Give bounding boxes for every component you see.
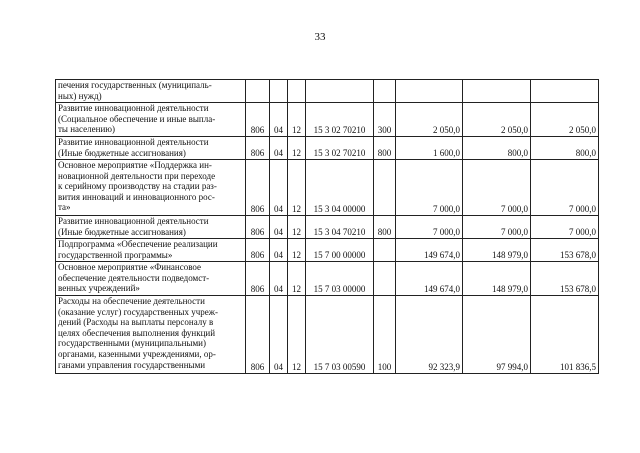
- amount-year1-cell: 2 050,0: [396, 103, 463, 137]
- subsection-cell: [288, 80, 306, 103]
- grbs-cell: 806: [246, 160, 270, 216]
- target-article-cell: 15 3 04 00000: [306, 160, 374, 216]
- row-name: Развитие инновационной деятельности (Иные бюджетные ассигнования): [56, 216, 246, 239]
- amount-year2-cell: 7 000,0: [463, 160, 531, 216]
- expense-type-cell: 800: [374, 137, 396, 160]
- page-number: 33: [314, 31, 326, 43]
- budget-table: [55, 79, 599, 374]
- grbs-cell: [246, 80, 270, 103]
- amount-year3-cell: 153 678,0: [531, 262, 599, 296]
- row-name: Основное мероприятие «Поддержка ин- новационной деятельности при переходе к серийному производству на стадии раз- вития инноваций и инновационного рос- та»: [56, 160, 246, 216]
- subsection-cell: 12: [288, 296, 306, 374]
- expense-type-cell: [374, 80, 396, 103]
- target-article-cell: 15 7 00 00000: [306, 239, 374, 262]
- amount-year2-cell: 2 050,0: [463, 103, 531, 137]
- amount-year1-cell: 1 600,0: [396, 137, 463, 160]
- target-article-cell: 15 7 03 00000: [306, 262, 374, 296]
- section-cell: 04: [270, 296, 288, 374]
- amount-year2-cell: 97 994,0: [463, 296, 531, 374]
- subsection-cell: 12: [288, 262, 306, 296]
- table-row: [56, 216, 599, 239]
- amount-year1-cell: 149 674,0: [396, 262, 463, 296]
- amount-year2-cell: [463, 80, 531, 103]
- section-cell: 04: [270, 160, 288, 216]
- expense-type-cell: [374, 262, 396, 296]
- amount-year2-cell: 7 000,0: [463, 216, 531, 239]
- amount-year1-cell: [396, 80, 463, 103]
- grbs-cell: 806: [246, 239, 270, 262]
- section-cell: [270, 80, 288, 103]
- amount-year3-cell: 7 000,0: [531, 160, 599, 216]
- grbs-cell: 806: [246, 137, 270, 160]
- table-row: [56, 296, 599, 374]
- table-row: [56, 262, 599, 296]
- grbs-cell: 806: [246, 262, 270, 296]
- section-cell: 04: [270, 137, 288, 160]
- row-name: печения государственных (муниципаль- ных) нужд): [56, 80, 246, 103]
- row-name: Развитие инновационной деятельности (Иные бюджетные ассигнования): [56, 137, 246, 160]
- amount-year3-cell: 101 836,5: [531, 296, 599, 374]
- table-row: [56, 137, 599, 160]
- expense-type-cell: [374, 160, 396, 216]
- amount-year2-cell: 800,0: [463, 137, 531, 160]
- amount-year3-cell: 2 050,0: [531, 103, 599, 137]
- row-name: Основное мероприятие «Финансовое обеспечение деятельности подведомст- венных учреждений»: [56, 262, 246, 296]
- expense-type-cell: 300: [374, 103, 396, 137]
- subsection-cell: 12: [288, 137, 306, 160]
- target-article-cell: 15 3 04 70210: [306, 216, 374, 239]
- subsection-cell: 12: [288, 160, 306, 216]
- table-row: [56, 80, 599, 103]
- table-row: [56, 103, 599, 137]
- row-name: Подпрограмма «Обеспечение реализации государственной программы»: [56, 239, 246, 262]
- grbs-cell: 806: [246, 296, 270, 374]
- expense-type-cell: 100: [374, 296, 396, 374]
- section-cell: 04: [270, 262, 288, 296]
- target-article-cell: 15 3 02 70210: [306, 103, 374, 137]
- section-cell: 04: [270, 103, 288, 137]
- amount-year1-cell: 7 000,0: [396, 160, 463, 216]
- target-article-cell: [306, 80, 374, 103]
- subsection-cell: 12: [288, 239, 306, 262]
- amount-year1-cell: 149 674,0: [396, 239, 463, 262]
- row-name: Расходы на обеспечение деятельности (оказание услуг) государственных учреж- дений (Расходы на выплаты персоналу в целях обеспечения выполнения функций государственными (муниципальными) органами, казенными учреждениями, ор- ганами управления государственными: [56, 296, 246, 374]
- amount-year1-cell: 92 323,9: [396, 296, 463, 374]
- amount-year3-cell: 153 678,0: [531, 239, 599, 262]
- amount-year3-cell: [531, 80, 599, 103]
- amount-year3-cell: 800,0: [531, 137, 599, 160]
- section-cell: 04: [270, 239, 288, 262]
- amount-year1-cell: 7 000,0: [396, 216, 463, 239]
- expense-type-cell: [374, 239, 396, 262]
- section-cell: 04: [270, 216, 288, 239]
- subsection-cell: 12: [288, 103, 306, 137]
- grbs-cell: 806: [246, 216, 270, 239]
- expense-type-cell: 800: [374, 216, 396, 239]
- target-article-cell: 15 7 03 00590: [306, 296, 374, 374]
- table-row: [56, 160, 599, 216]
- subsection-cell: 12: [288, 216, 306, 239]
- table-row: [56, 239, 599, 262]
- amount-year3-cell: 7 000,0: [531, 216, 599, 239]
- row-name: Развитие инновационной деятельности (Социальное обеспечение и иные выпла- ты населению): [56, 103, 246, 137]
- grbs-cell: 806: [246, 103, 270, 137]
- target-article-cell: 15 3 02 70210: [306, 137, 374, 160]
- amount-year2-cell: 148 979,0: [463, 239, 531, 262]
- amount-year2-cell: 148 979,0: [463, 262, 531, 296]
